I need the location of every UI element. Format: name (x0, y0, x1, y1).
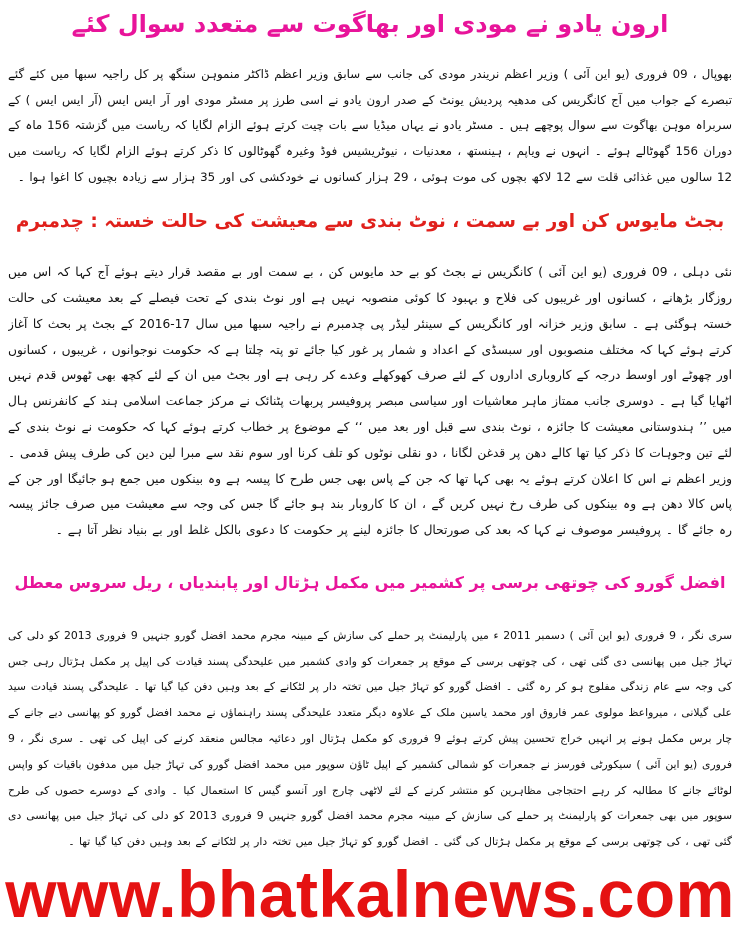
article-1-headline: ارون یادو نے مودی اور بھاگوت سے متعدد سوال کئے (71, 10, 669, 38)
article-2-body: نئی دہلی ، 09 فروری (یو این آئی ) کانگریس نے بجٹ کو بے حد مایوس کن ، بے سمت اور بے مقصد قرار دیتے ہوئے آج کہا کہ اس میں روزگار بڑھانے ، کسانوں اور غریبوں کی فلاح و بہبود کا کوئی منصوبہ نہیں ہے اور نوٹ بندی کے تحت فیصلے کے بعد معیشت کی حالت خستہ ہوگئی ہے ۔ سابق وزیر خزانہ اور کانگریس کے سینئر لیڈر پی چدمبرم نے راجیہ سبھا میں سال 17-2016 کے بجٹ پر بحث کا آغاز کرتے ہوئے کہا کہ مختلف منصوبوں اور سبسڈی کے اعداد و شمار پر غور کیا جائے تو پتہ چلتا ہے کہ حکومت نوجوانوں ، غریبوں ، کسانوں اور چھوٹے اور اوسط درجہ کے کاروباری اداروں کے لئے صرف کھوکھلے وعدے کر رہی ہے اور بجٹ میں ان کے لئے کچھ بھی ٹھوس قدم نہیں اٹھایا گیا ہے ۔ دوسری جانب ممتاز ماہر معاشیات اور سیاسی مبصر پروفیسر پربھات پٹنائک نے مرکز جماعت اسلامی ہند کے کانفرنس ہال میں ’’ ہندوستانی معیشت کا جائزہ ، نوٹ بندی سے قبل اور بعد میں ‘‘ کے موضوع پر خطاب کرتے ہوئے کہا کہ حکومت نے نوٹ بندی کے لئے تین وجوہات کا ذکر کیا تھا کالے دھن پر قدغن لگانا ، دو نقلی نوٹوں کو تلف کرنا اور سوم نقد سے مبرا لین دین کی طرف پیش قدمی ۔ وزیر اعظم نے اس کا اعلان کرتے ہوئے یہ بھی کہا تھا کہ جن کے پاس بھی جس طرح کا پیسہ ہے وہ بینکوں میں جمع ہو جائیگا اور جن کے پاس کالا دھن ہے وہ بینکوں کی طرف رخ نہیں کریں گے ، ان کا کاروبار بند ہو جائے گا جس کی وجہ سے معیشت میں صرف جائز پیسہ رہ جائے گا ۔ پروفیسر موصوف نے کہا کہ بعد کی صورتحال کا جائزہ لینے پر حکومت کا دعوی بالکل غلط اور بے بنیاد نظر آتا ہے ۔ (8, 265, 732, 538)
article-2-headline: بجٹ مایوس کن اور بے سمت ، نوٹ بندی سے معیشت کی حالت خستہ : چدمبرم (15, 211, 725, 232)
article-3-body: سری نگر ، 9 فروری (یو این آئی ) دسمبر 2011 ء میں پارلیمنٹ پر حملے کی سازش کے مبینہ مجرم محمد افضل گورو جنہیں 9 فروری 2013 کو دلی کی تہاڑ جیل میں پھانسی دی گئی تھی ، کی چوتھی برسی کے موقع پر جمعرات کو وادی کشمیر میں علیحدگی پسند قیادت کی اپیل پر مکمل ہڑتال رہی جس کی وجہ سے عام زندگی مفلوج ہو کر رہ گئی ۔ افضل گورو کو تہاڑ جیل میں تختہ دار پر لٹکانے کے بعد وہیں دفن کیا گیا تھا ۔ علیحدگی پسند قیادت سید علی گیلانی ، میرواعظ مولوی عمر فاروق اور محمد یاسین ملک کے علاوہ دیگر متعدد علیحدگی پسند راہنماؤں نے محمد افضل گورو کو پھانسی دیے جانے کے چار برس مکمل ہونے پر انہیں خراج تحسین پیش کرتے ہوئے 9 فروری کو مکمل ہڑتال اور دعائیہ مجالس منعقد کرنے کی اپیل کی تھی ۔ سری نگر ، 9 فروری (یو این آئی ) سیکورٹی فورسز نے جمعرات کو شمالی کشمیر کے اپیل ٹاؤن سوپور میں محمد افضل گورو کی تہاڑ جیل میں مدفون باقیات کو واپس لوٹائے جانے کا مطالبہ کر رہے احتجاجی مظاہرین کو منتشر کرنے کے لئے لاٹھی چارج اور آنسو گیس کا استعمال کیا ۔ وادی کے دوسرے حصوں کی طرح سوپور میں بھی جمعرات کو پارلیمنٹ پر حملے کی سازش کے مبینہ مجرم محمد افضل گورو جنہیں 9 فروری 2013 کو دلی کی تہاڑ جیل میں پھانسی دی گئی تھی ، کی چوتھی برسی کے موقع پر مکمل ہڑتال کی گئی ۔ افضل گورو کو تہاڑ جیل میں تختہ دار پر لٹکانے کے بعد وہیں دفن کیا گیا تھا ۔ (8, 628, 732, 849)
site-url-footer: www.bhatkalnews.com (5, 857, 735, 931)
article-1-body: بھوپال ، 09 فروری (یو این آئی ) وزیر اعظم نریندر مودی کی جانب سے سابق وزیر اعظم ڈاکٹر منموہن سنگھ پر کل راجیہ سبھا میں کئے گئے تبصرے کے جواب میں آج کانگریس کی مدھیہ پردیش یونٹ کے صدر ارون یادو نے اسی طرز پر مسٹر مودی اور آر ایس ایس (آر ایس ایس ) کے سربراہ موہن بھاگوت سے سوال پوچھے ہیں ۔ مسٹر یادو نے یہاں میڈیا سے بات چیت کرتے ہوئے الزام لگایا کہ ریاست میں گزشتہ 156 ماہ کے دوران 156 گھوٹالے ہوئے ۔ انہوں نے ویاپم ، ہینستھ ، معدنیات ، نیوٹریشیس فوڈ وغیرہ گھوٹالوں کا ذکر کرتے ہوئے الزام لگایا کہ ریاست میں 12 سالوں میں غذائی قلت سے 12 لاکھ بچوں کی موت ہوئی ، 29 ہزار کسانوں نے خودکشی کی اور 35 ہزار سے زیادہ بچیوں کا اغوا ہوا ۔ (8, 66, 732, 184)
article-3-headline: افضل گورو کی چوتھی برسی پر کشمیر میں مکمل ہڑتال اور پابندیاں ، ریل سروس معطل (14, 573, 726, 592)
